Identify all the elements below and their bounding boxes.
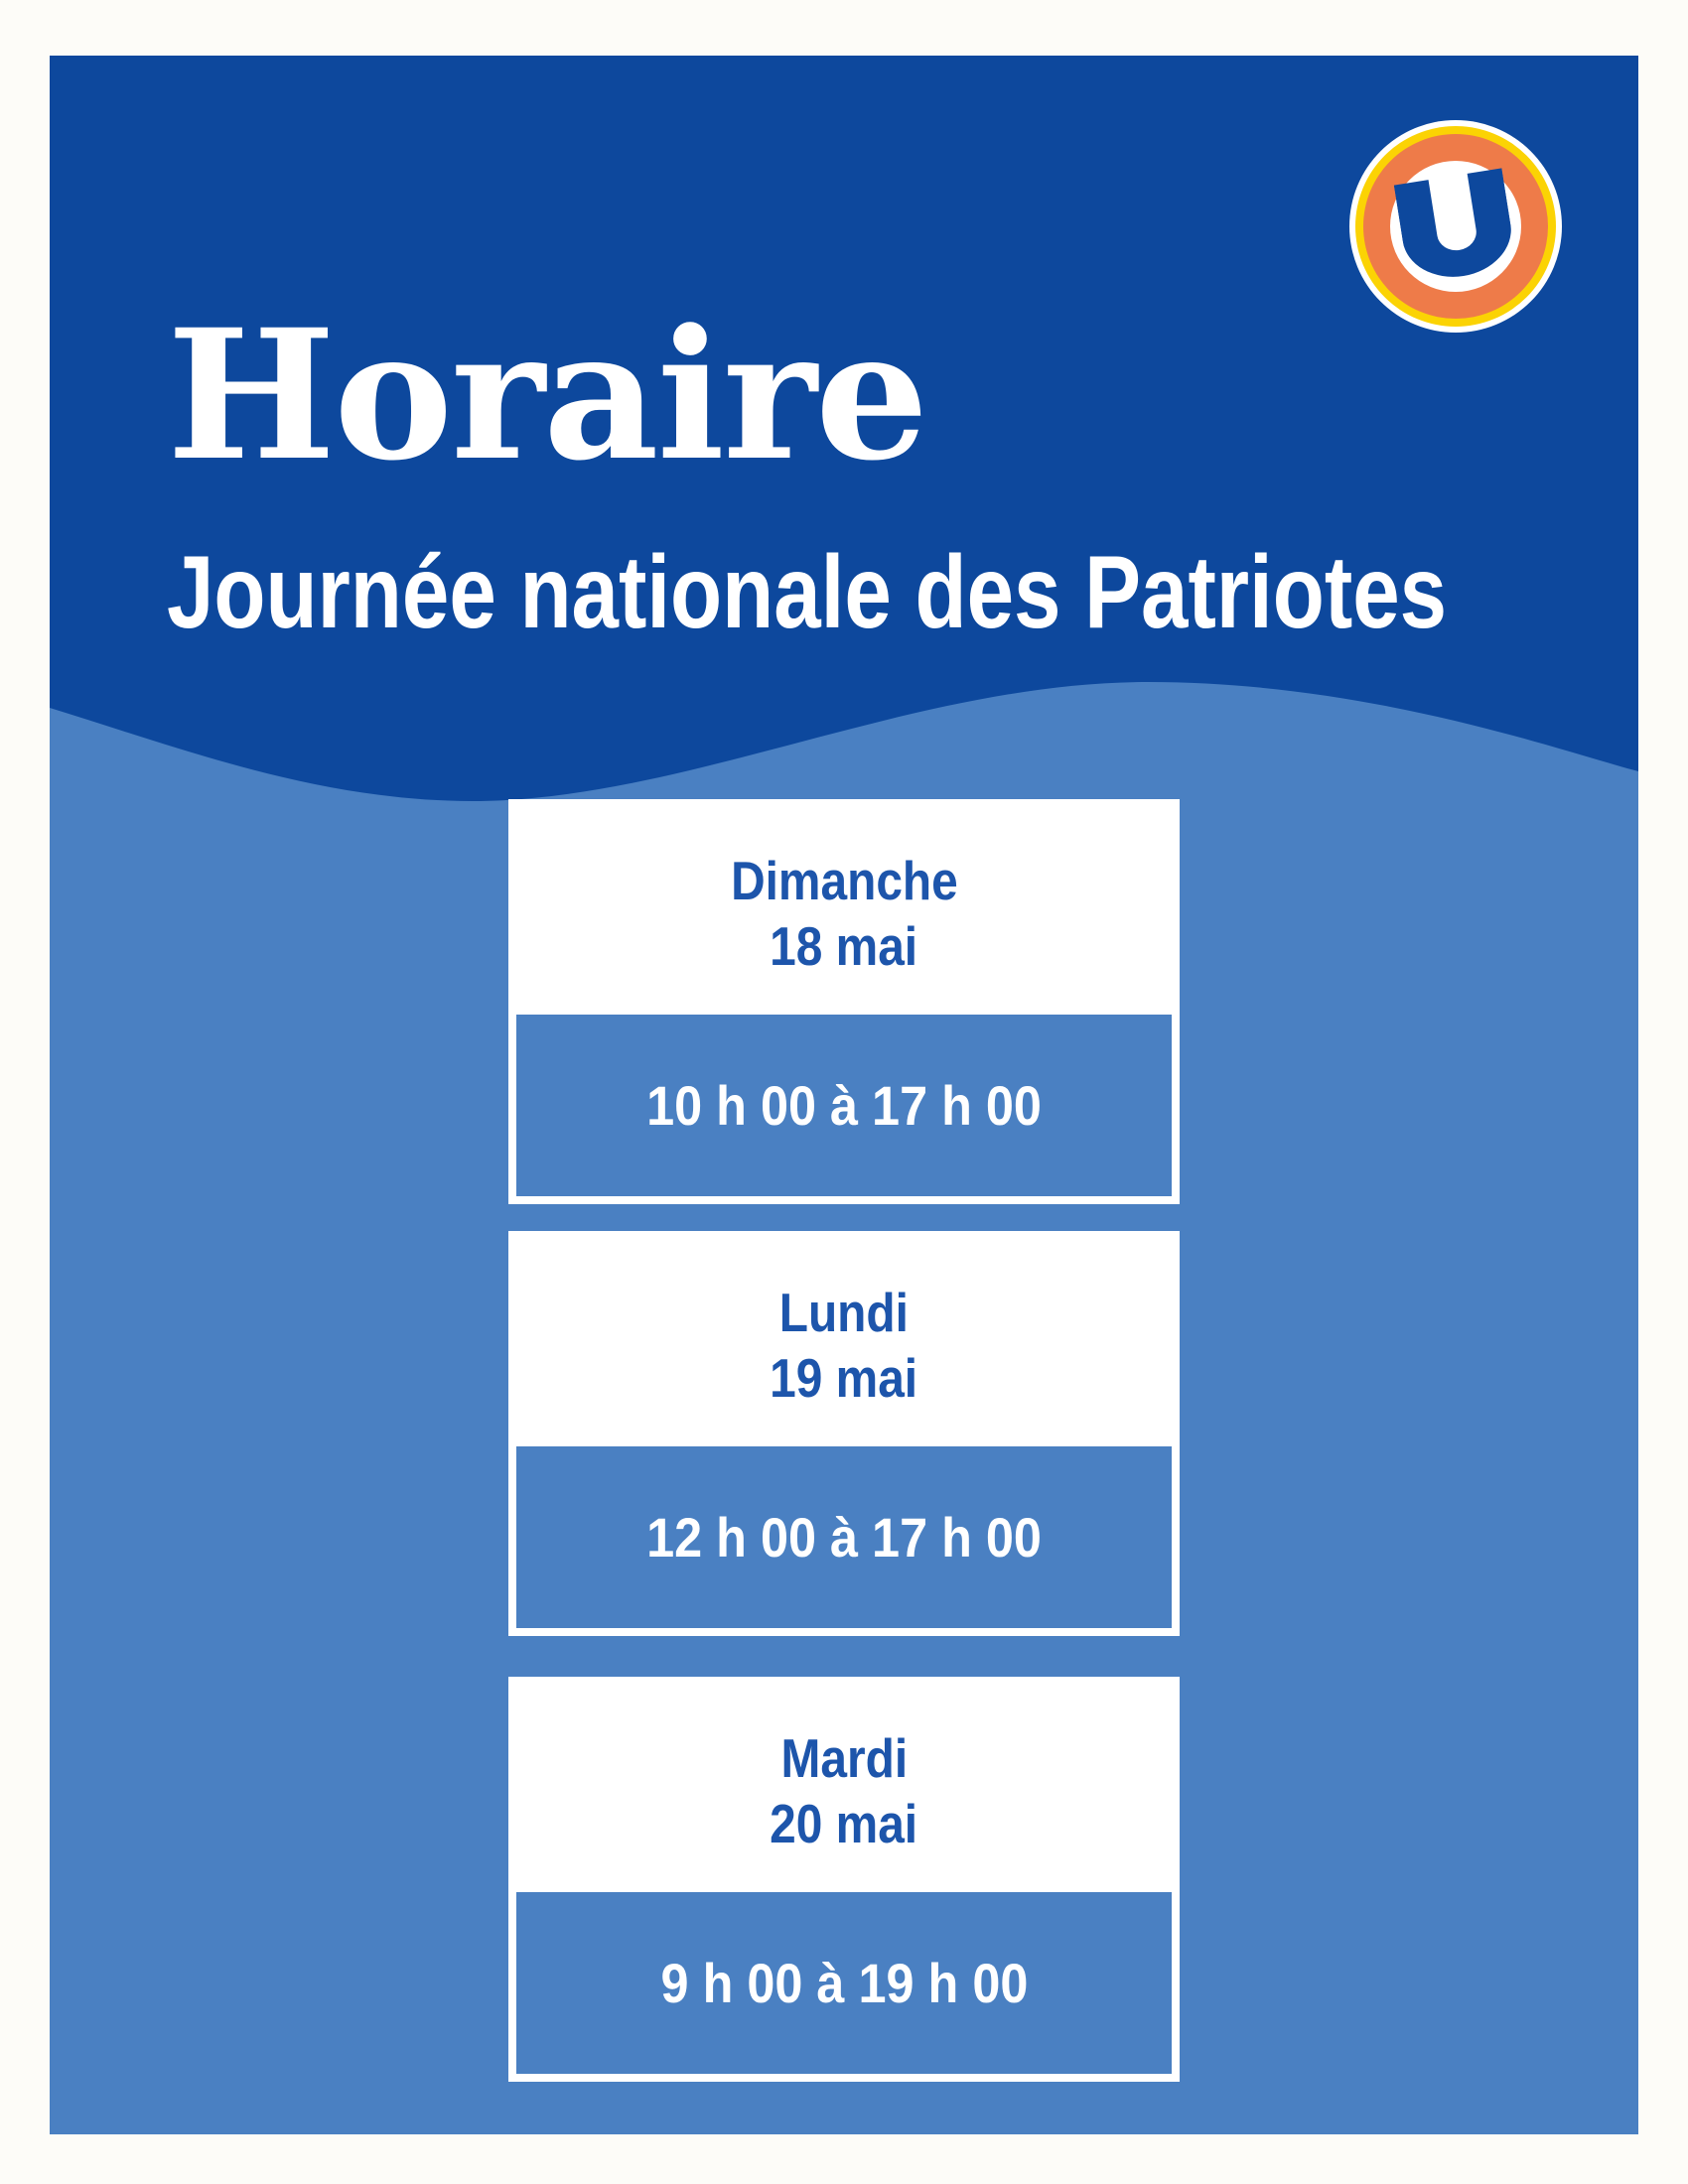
card-day-date: 20 mai <box>770 1792 918 1854</box>
page-title: Horaire <box>167 291 927 500</box>
card-hours-bar <box>516 1015 1172 1196</box>
schedule-card-dimanche <box>508 799 1180 1204</box>
card-hours-text: 12 h 00 à 17 h 00 <box>646 1506 1042 1569</box>
card-day-header <box>508 1231 1180 1446</box>
brand-logo <box>1349 120 1562 333</box>
logo-inner-disc <box>1390 161 1521 292</box>
card-hours-bar <box>516 1892 1172 2074</box>
card-day-date: 18 mai <box>770 914 918 977</box>
card-day-name: Dimanche <box>730 849 958 911</box>
schedule-card-mardi <box>508 1677 1180 2082</box>
schedule-card-lundi <box>508 1231 1180 1636</box>
u-letter-icon <box>1394 168 1518 285</box>
card-day-date: 19 mai <box>770 1346 918 1409</box>
card-day-name: Lundi <box>778 1281 910 1343</box>
card-hours-text: 9 h 00 à 19 h 00 <box>660 1952 1028 2014</box>
poster-background <box>50 56 1638 2134</box>
card-day-header <box>508 799 1180 1015</box>
card-day-name: Mardi <box>780 1726 908 1789</box>
card-day-header <box>508 1677 1180 1892</box>
card-hours-bar <box>516 1446 1172 1628</box>
page-subtitle: Journée nationale des Patriotes <box>167 535 1448 650</box>
card-hours-text: 10 h 00 à 17 h 00 <box>646 1074 1042 1137</box>
